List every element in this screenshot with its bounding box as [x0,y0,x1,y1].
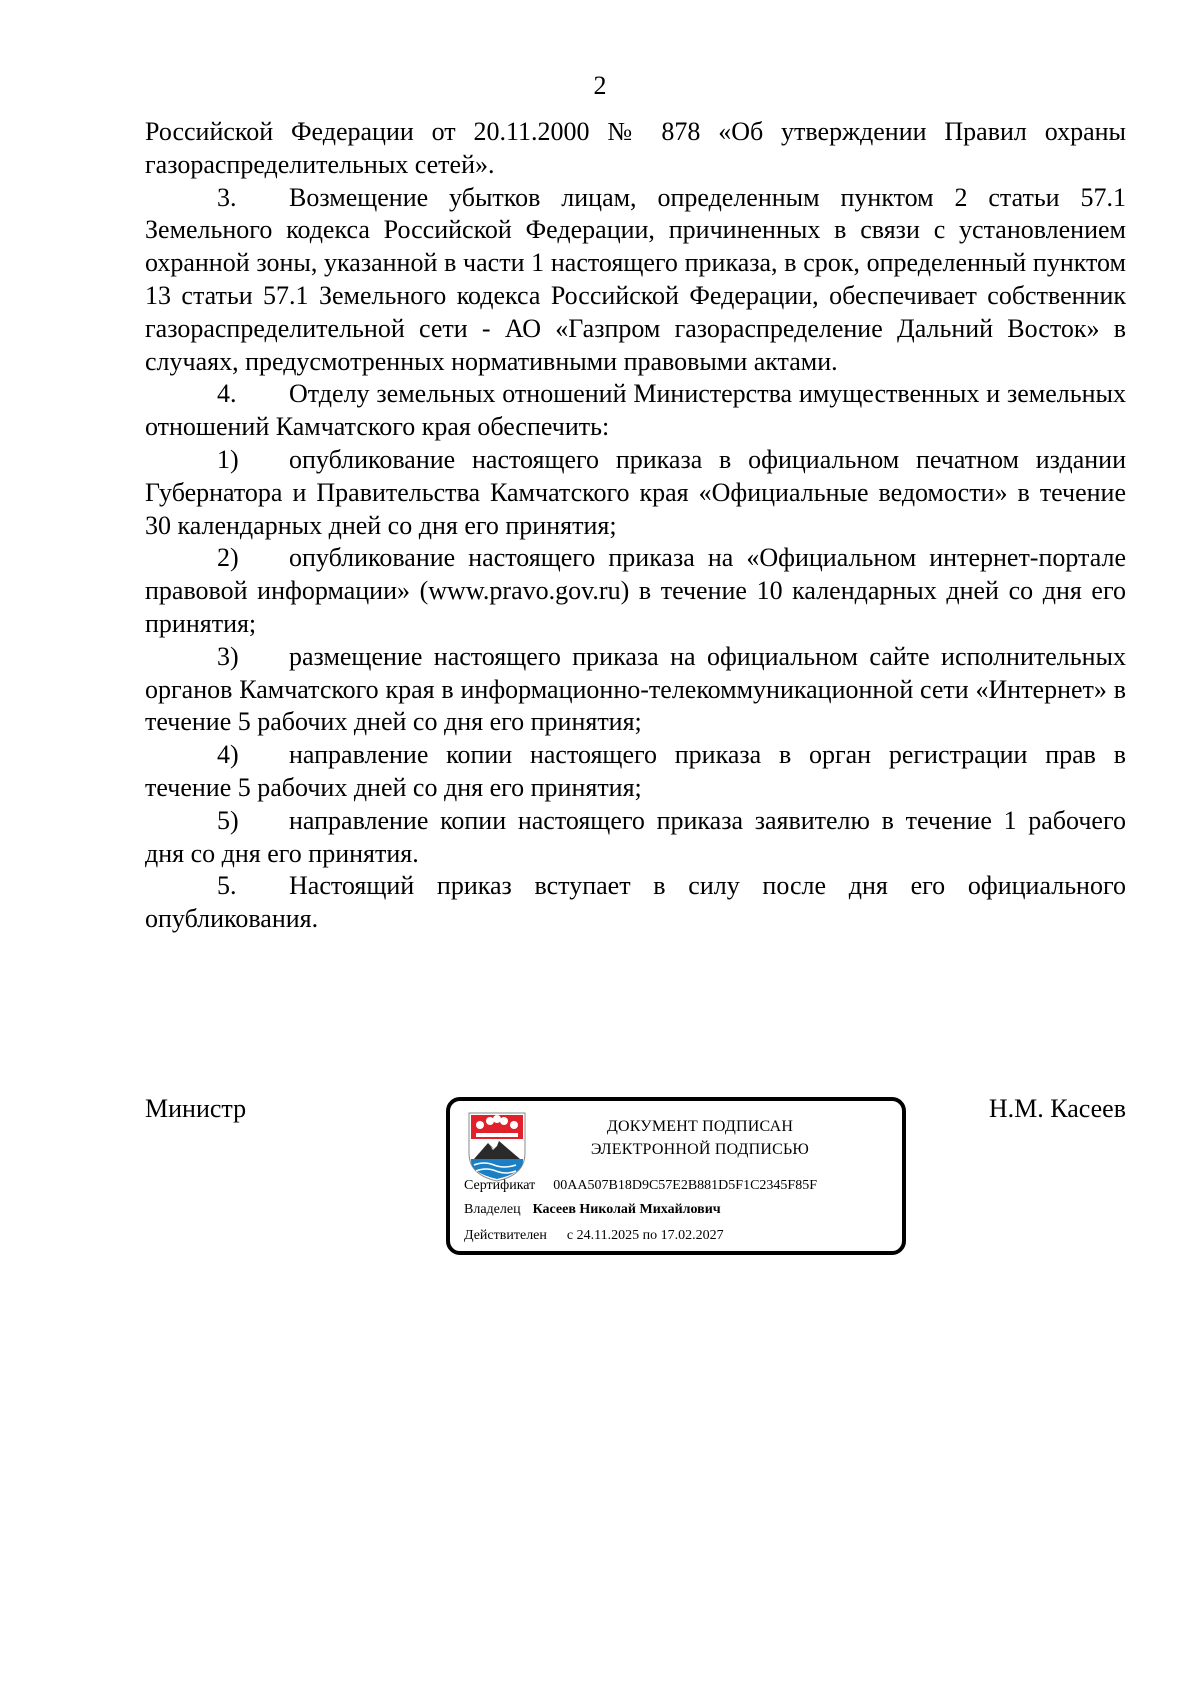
paragraph-text: направление копии настоящего приказа в орган регистрации прав в течение 5 рабочих дней со дня его принятия; [145,740,1126,802]
paragraph [145,805,1126,871]
paragraph-number: 4. [217,379,237,409]
stamp-title [550,1115,850,1161]
owner-value: Касеев Николай Михайлович [532,1202,721,1217]
stamp-title-line-1: ДОКУМЕНТ ПОДПИСАН [606,1118,794,1135]
owner-label: Владелец [464,1202,521,1217]
signatory-position: Министр [145,1094,247,1123]
paragraph [145,444,1126,542]
paragraph-number: 5. [217,871,237,901]
stamp-owner-row [464,1201,721,1219]
paragraph-number: 3) [217,641,239,671]
certificate-label: Сертификат [464,1178,536,1193]
signatory-name: Н.М. Касеев [988,1094,1126,1123]
stamp-validity-row [464,1227,724,1245]
paragraph-number: 4) [217,740,239,770]
paragraph [145,378,1126,444]
paragraph-text: Российской Федерации от 20.11.2000 № 878 «Об утверждении Правил охраны газораспределительных сетей». [145,117,1126,179]
paragraph [145,870,1126,936]
paragraph-number: 3. [217,182,237,212]
paragraph-text: опубликование настоящего приказа в официальном печатном издании Губернатора и Правительства Камчатского края «Официальные ведомости» в течение 30 календарных дней со дня его принятия; [145,444,1126,540]
paragraph-text: Настоящий приказ вступает в силу после дня его официального опубликования. [145,871,1126,934]
paragraph-number: 1) [217,444,239,474]
paragraph-text: Отделу земельных отношений Министерства имущественных и земельных отношений Камчатского края обеспечить: [145,379,1126,442]
paragraph [145,116,1126,182]
paragraph-text: опубликование настоящего приказа на «Официальном интернет-портале правовой информации» (www.pravo.gov.ru) в течение 10 календарных дней со дня его принятия; [145,543,1126,638]
stamp-certificate-row [464,1177,817,1195]
paragraph [145,739,1126,805]
kamchatka-coat-of-arms-icon [466,1109,528,1183]
electronic-signature-stamp [446,1097,906,1255]
validity-label: Действителен [464,1228,547,1243]
paragraph [145,542,1126,640]
stamp-title-line-2: ЭЛЕКТРОННОЙ ПОДПИСЬЮ [590,1141,810,1158]
paragraph [145,182,1126,379]
document-body [145,116,1126,936]
paragraph-text: размещение настоящего приказа на официальном сайте исполнительных органов Камчатского края в информационно-телекоммуникационной сети «Интернет» в течение 5 рабочих дней со дня его принятия; [145,641,1126,737]
page-number: 2 [593,71,607,100]
paragraph-number: 5) [217,805,239,835]
paragraph [145,641,1126,739]
validity-value: с 24.11.2025 по 17.02.2027 [566,1228,724,1243]
certificate-value: 00AA507B18D9C57E2B881D5F1C2345F85F [553,1178,817,1193]
paragraph-number: 2) [217,543,239,573]
paragraph-text: направление копии настоящего приказа заявителю в течение 1 рабочего дня со дня его принятия. [145,805,1126,868]
paragraph-text: Возмещение убытков лицам, определенным пунктом 2 статьи 57.1 Земельного кодекса Российской Федерации, причиненных в связи с установлением охранной зоны, указанной в части 1 настоящего приказа, в срок, определенный пунктом 13 статьи 57.1 Земельного кодекса Российской Федерации, обеспечивает собственник газораспределительной сети - АО «Газпром газораспределение Дальний Восток» в случаях, предусмотренных нормативными правовыми актами. [145,182,1126,376]
